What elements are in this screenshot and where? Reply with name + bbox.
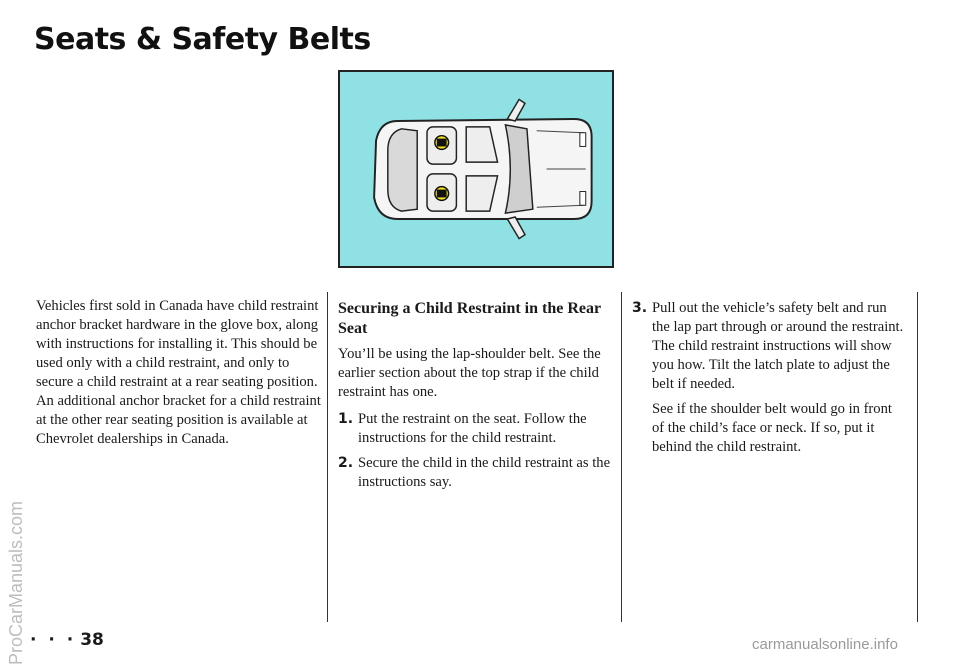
step-number: 2. [338,455,354,471]
step-3 [632,299,907,394]
watermark-bottom: carmanualsonline.info [752,636,898,653]
column-divider-far-right [917,292,918,622]
intro-paragraph: You’ll be using the lap-shoulder belt. See the earlier section about the top strap if the child restraint has one. [338,346,601,400]
step-text: Put the restraint on the seat. Follow the instructions for the child restraint. [358,411,587,446]
page-title: Seats & Safety Belts [34,22,371,57]
vehicle-top-view-child-restraint-icon [340,72,612,266]
column-2 [338,299,618,498]
step-text: Pull out the vehicle’s safety belt and run the lap part through or around the restraint. The child restraint instructions will show you how. Tilt the latch plate to adjust the belt if needed. [652,300,904,392]
canada-anchor-paragraph: Vehicles first sold in Canada have child restraint anchor bracket hardware in the glove box, along with instructions for installing it. This should be used only with a child restraint, and only to secure a child restraint at a rear seating position. An additional anchor bracket for a child restraint at the other rear seating position is available at Chevrolet dealerships in Canada. [36,298,321,447]
followup-paragraph: See if the shoulder belt would go in front of the child’s face or neck. If so, put it behind the child restraint. [652,401,892,455]
column-divider-right [621,292,622,622]
step-number: 1. [338,411,354,427]
watermark-left: ProCarManuals.com [6,500,26,665]
step-1 [338,410,618,448]
page-footer [30,630,104,650]
page-dots: · · · [30,630,77,650]
column-3 [632,299,907,465]
page-number: 38 [80,630,104,650]
column-divider-left [327,292,328,622]
section-heading: Securing a Child Restraint in the Rear Seat [338,300,601,337]
step-number: 3. [632,300,648,316]
column-1 [36,297,321,457]
step-text: Secure the child in the child restraint as the instructions say. [358,455,611,490]
step-2 [338,454,618,492]
vehicle-diagram-figure [338,70,614,268]
